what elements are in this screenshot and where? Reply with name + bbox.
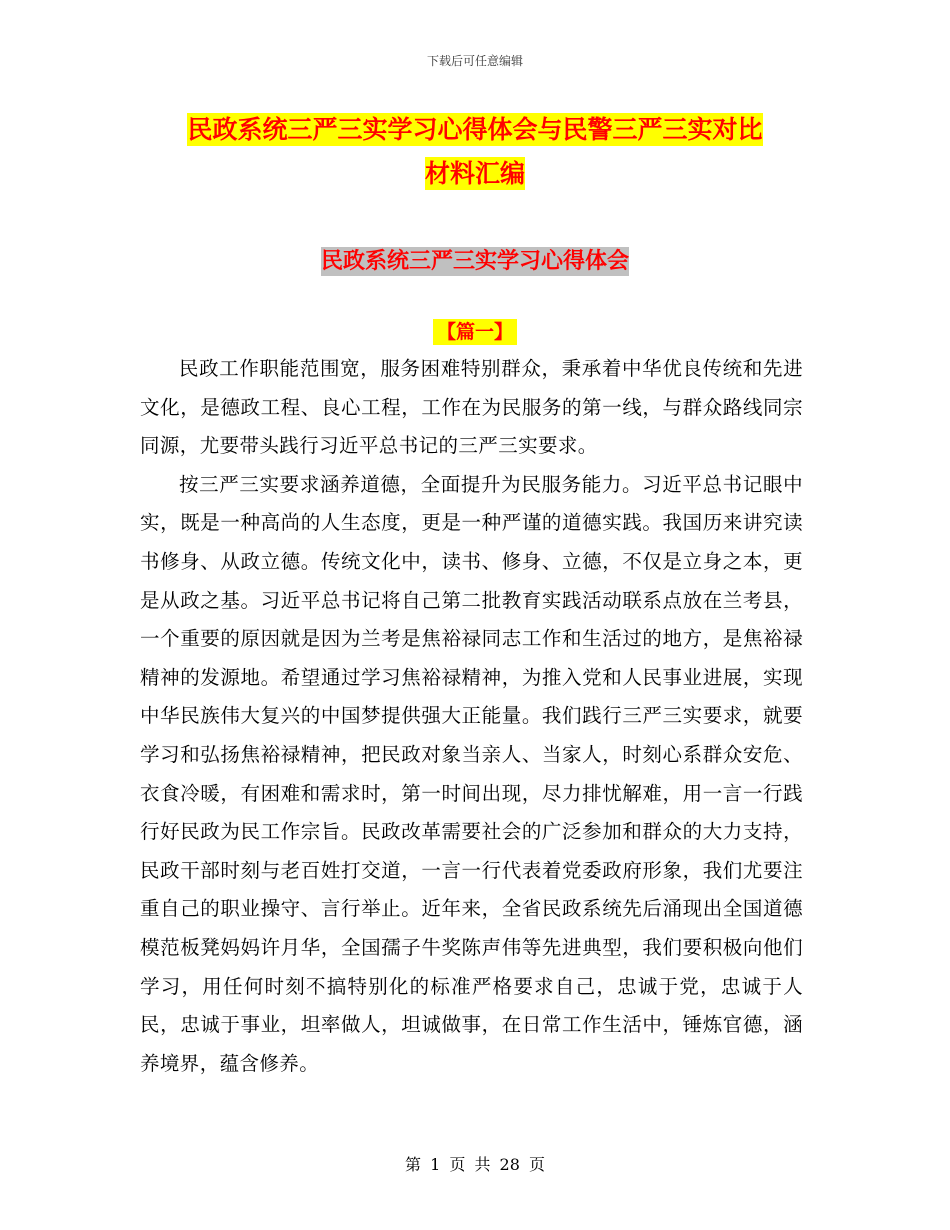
body-paragraph: 按三严三实要求涵养道德，全面提升为民服务能力。习近平总书记眼中实，既是一种高尚的人生态度，更是一种严谨的道德实践。我国历来讲究读书修身、从政立德。传统文化中，读书、修身、立德，不仅是立身之本，更是从政之基。习近平总书记将自己第二批教育实践活动联系点放在兰考县，一个重要的原因就是因为兰考是焦裕禄同志工作和生活过的地方，是焦裕禄精神的发源地。希望通过学习焦裕禄精神，为推入党和人民事业进展，实现中华民族伟大复兴的中国梦提供强大正能量。我们践行三严三实要求，就要学习和弘扬焦裕禄精神，把民政对象当亲人、当家人，时刻心系群众安危、衣食冷暖，有困难和需求时，第一时间出现，尽力排忧解难，用一言一行践行好民政为民工作宗旨。民政改革需要社会的广泛参加和群众的大力支持，民政干部时刻与老百姓打交道，一言一行代表着党委政府形象，我们尤要注重自己的职业操守、言行举止。近年来，全省民政系统先后涌现出全国道德模范板凳妈妈许月华，全国孺子牛奖陈声伟等先进典型，我们要积极向他们学习，用任何时刻不搞特别化的标准严格要求自己，忠诚于党，忠诚于人民，忠诚于事业，坦率做人，坦诚做事，在日常工作生活中，锤炼官德，涵养境界，蕴含修养。 xyxy=(140,472,803,1075)
page-footer: 第 1 页 共 28 页 xyxy=(405,1155,545,1174)
section-title xyxy=(0,244,950,280)
section-title-text: 民政系统三严三实学习心得体会 xyxy=(320,249,629,274)
document-body xyxy=(140,350,803,1083)
page-header-note: 下载后可任意编辑 xyxy=(426,54,523,68)
document-title xyxy=(150,108,800,196)
chapter-label-text: 【篇一】 xyxy=(433,319,517,345)
document-title-line2: 材料汇编 xyxy=(424,159,525,188)
chapter-label xyxy=(0,316,950,348)
body-paragraph: 民政工作职能范围宽，服务困难特别群众，秉承着中华优良传统和先进文化，是德政工程、良心工程，工作在为民服务的第一线，与群众路线同宗同源，尤要带头践行习近平总书记的三严三实要求。 xyxy=(140,357,803,458)
document-title-line1: 民政系统三严三实学习心得体会与民警三严三实对比 xyxy=(187,115,763,144)
